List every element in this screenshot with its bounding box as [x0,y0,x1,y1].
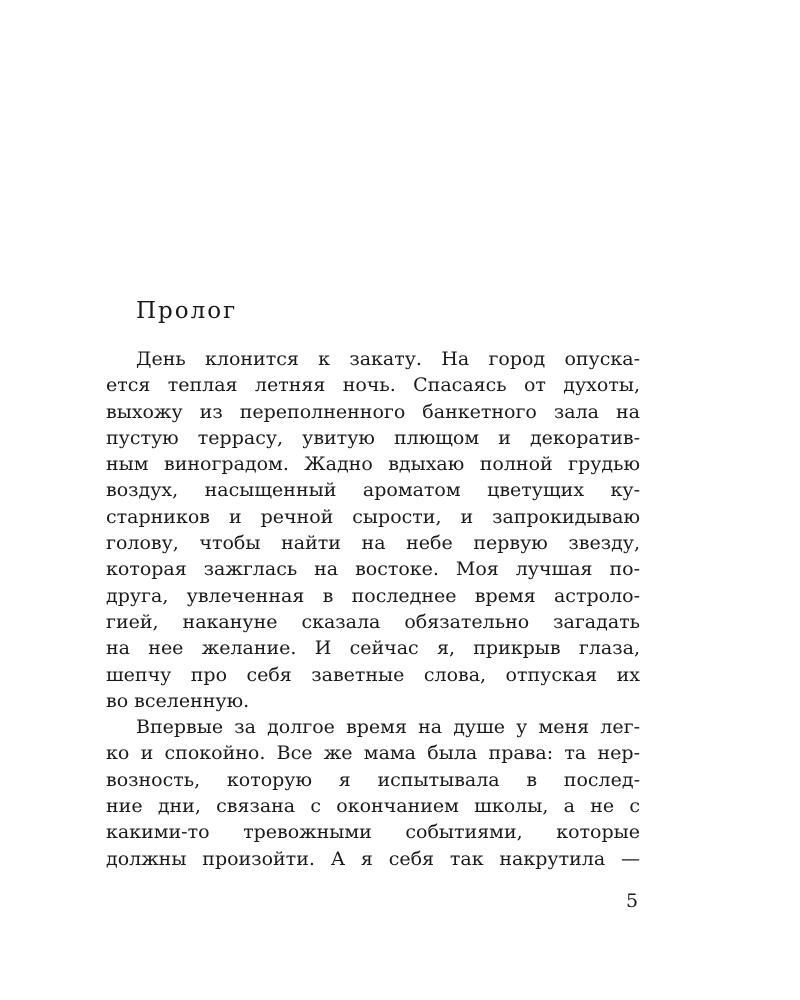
text-line: выхожу из переполненного банкетного зала на [106,400,640,423]
text-line: шепчу про себя заветные слова, отпуская их [106,663,640,686]
text-line: ным виноградом. Жадно вдыхаю полной грудью [106,453,640,476]
text-line: ние дни, связана с окончанием школы, а не с [106,795,640,818]
text-line: должны произойти. А я себя так накрутила — [106,847,640,870]
text-line: пустую террасу, увитую плющом и декоратив- [106,426,640,449]
text-line: возность, которую я испытывала в послед- [106,768,640,791]
text-line: какими-то тревожными событиями, которые [106,821,640,844]
page-number: 5 [626,890,639,912]
text-line: гией, накануне сказала обязательно загадать [106,610,640,633]
text-line: старников и речной сырости, и запрокидываю [106,505,640,528]
text-line: ко и спокойно. Все же мама была права: та нер- [106,742,640,765]
text-line: ется теплая летняя ночь. Спасаясь от духоты, [106,374,640,397]
chapter-body [106,346,640,872]
text-line: которая зажглась на востоке. Моя лучшая по- [106,558,640,581]
chapter-title: Пролог [136,298,238,324]
text-line: друга, увлеченная в последнее время астроло- [106,584,640,607]
text-line: на нее желание. И сейчас я, прикрыв глаза, [106,637,640,660]
text-line: Впервые за долгое время на душе у меня лег- [136,716,640,739]
text-line: День клонится к закату. На город опуска- [136,348,640,370]
text-line: голову, чтобы найти на небе первую звезду, [106,532,640,555]
text-line: во вселенную. [106,689,250,712]
text-line: воздух, насыщенный ароматом цветущих ку- [106,479,640,502]
